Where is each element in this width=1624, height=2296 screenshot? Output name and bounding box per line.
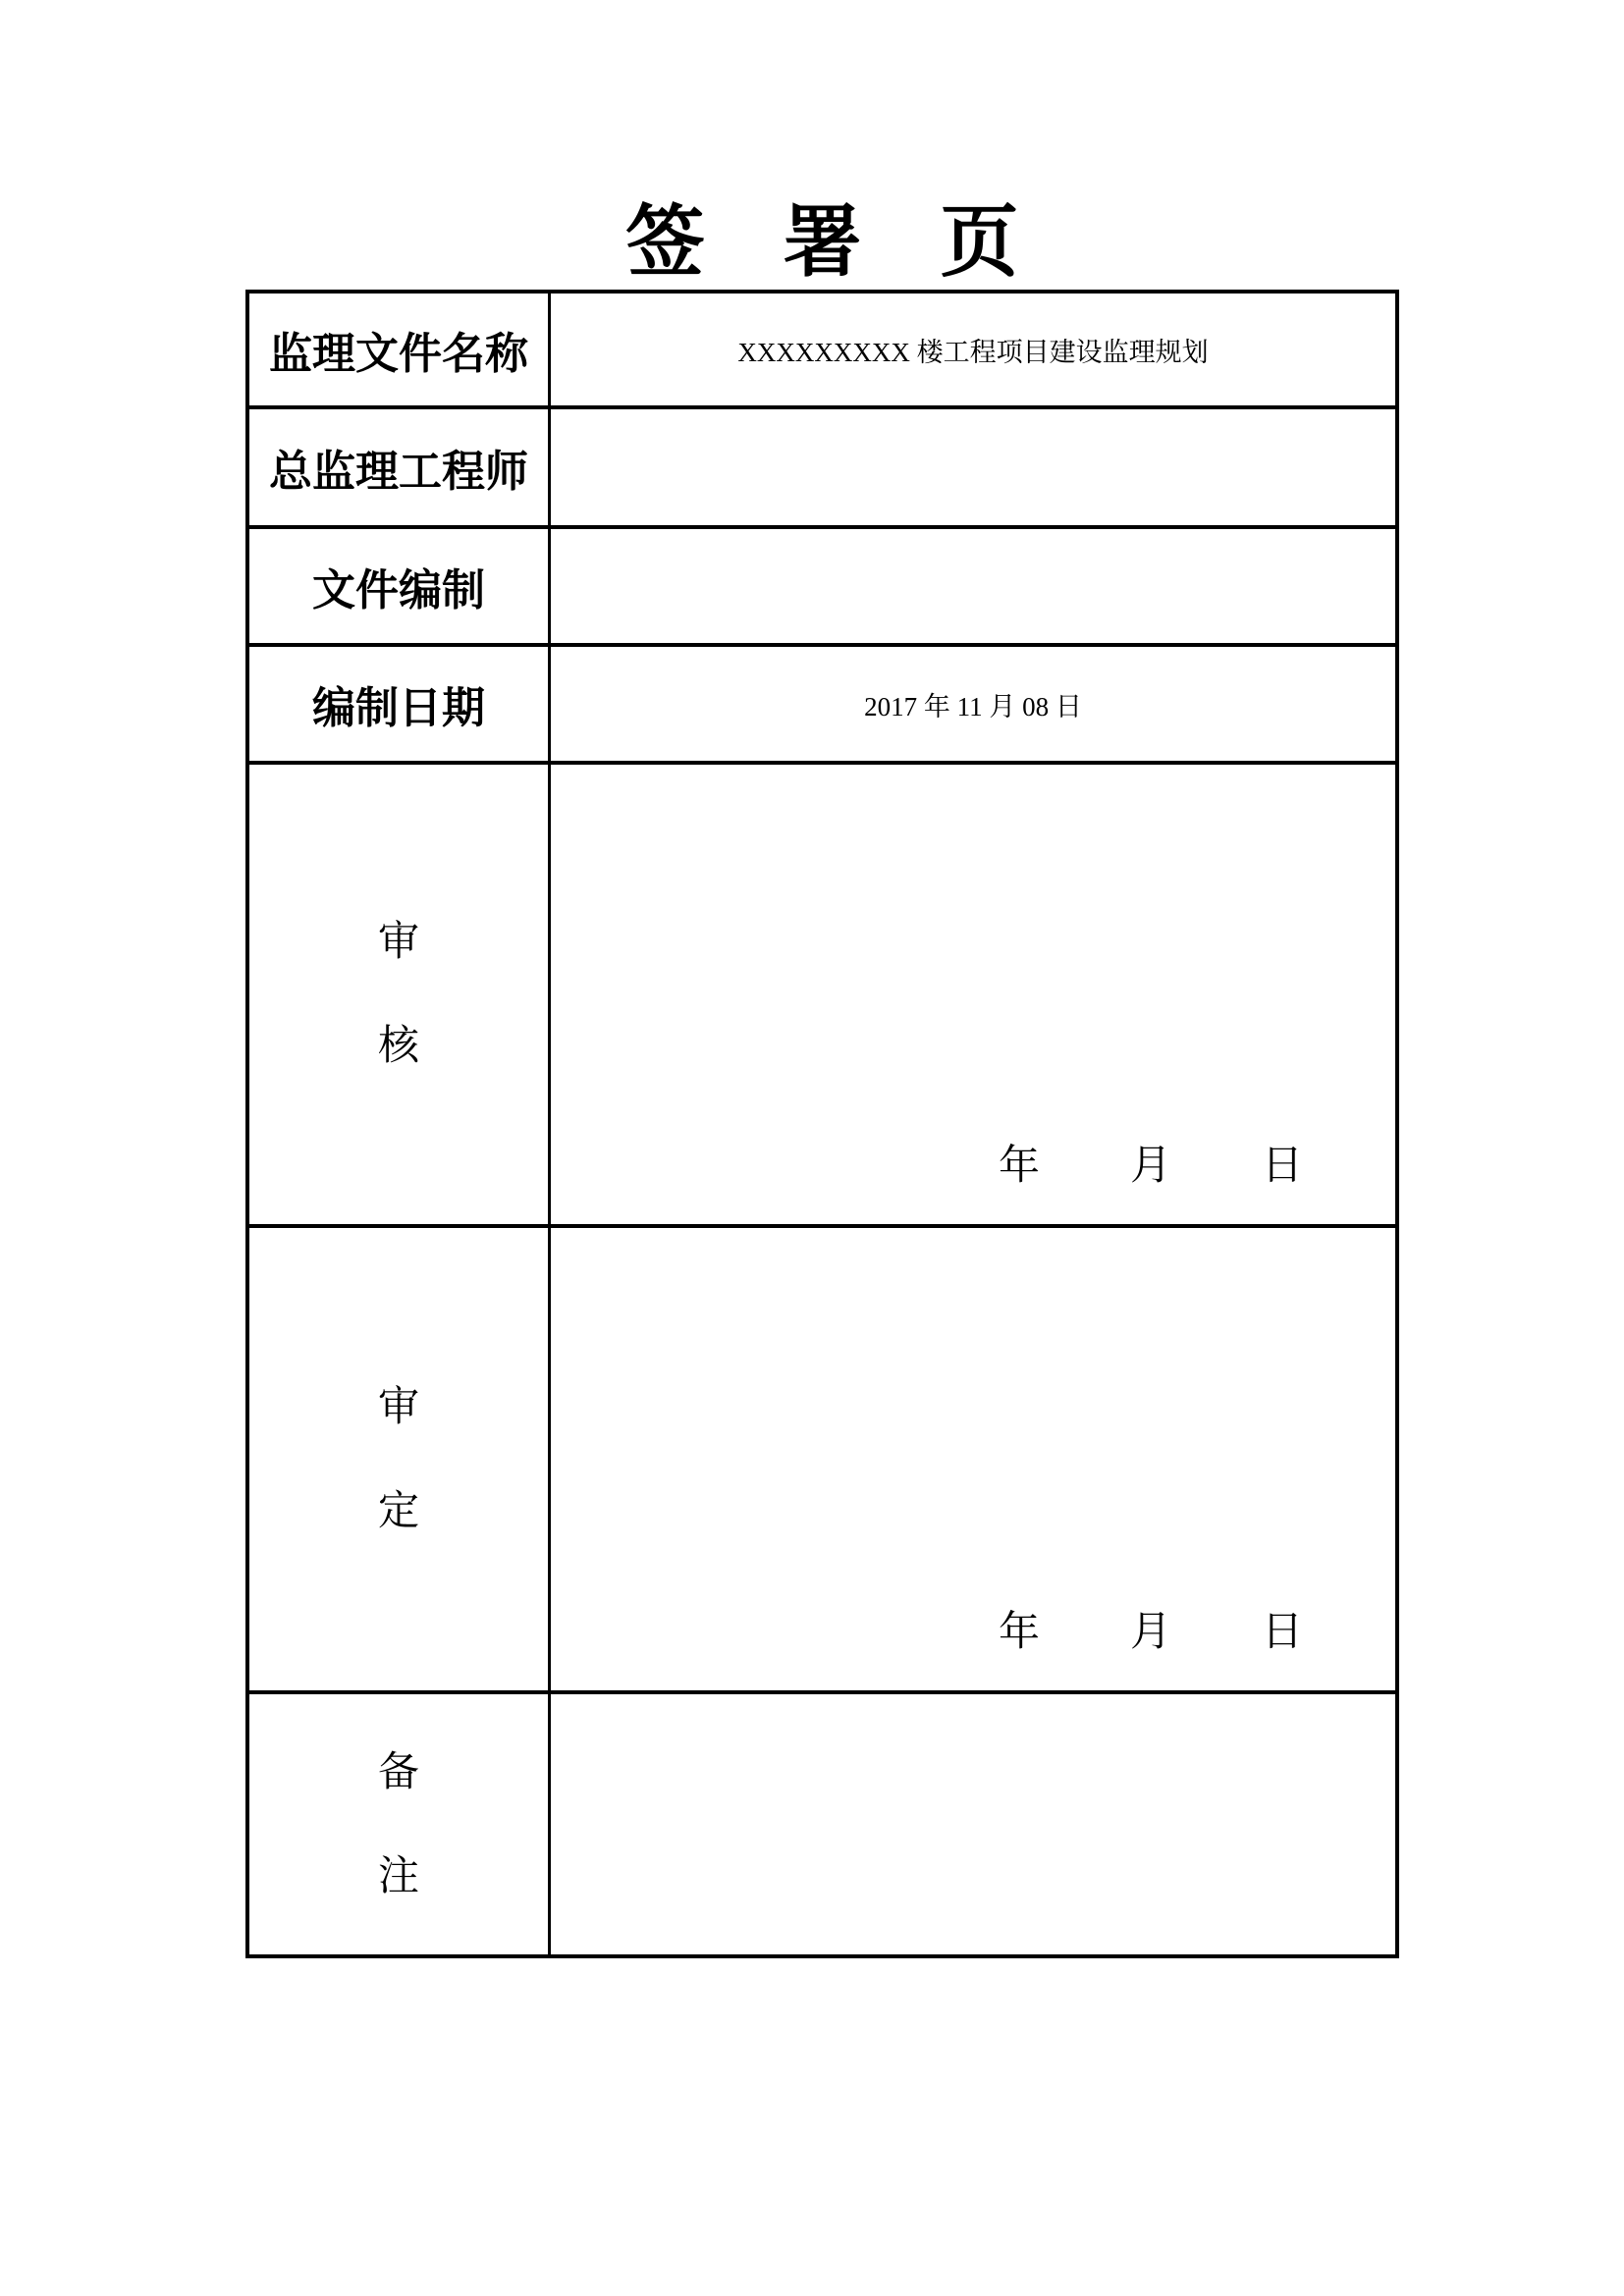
chief-engineer-label-cell [249,409,551,525]
review-signature-cell [551,765,1395,1224]
document-preparation-value-cell [551,529,1395,643]
review-label-char-2: 核 [377,1024,419,1069]
approval-label-char-1: 审 [377,1384,419,1430]
document-name-label: 监理文件名称 [269,330,528,378]
approval-label-char-2: 定 [377,1488,419,1534]
document-name-label-cell [249,294,551,405]
review-month-label: 月 [1129,1144,1171,1189]
table-row-document-preparation [249,529,1395,647]
page-title [245,200,1399,287]
remarks-label-char-1: 备 [377,1749,419,1795]
chief-engineer-value-cell [551,409,1395,525]
chief-engineer-label: 总监理工程师 [269,448,528,496]
review-year-label: 年 [998,1144,1040,1189]
document-preparation-label: 文件编制 [312,566,485,614]
review-day-label: 日 [1261,1144,1303,1189]
remarks-label-char-2: 注 [377,1853,419,1899]
remarks-value-cell [551,1694,1395,1954]
preparation-date-label-cell [249,647,551,761]
review-label-cell [249,765,551,1224]
approval-date-line [999,1612,1303,1653]
table-row-document-name [249,294,1395,409]
table-row-review [249,765,1395,1228]
approval-signature-cell [551,1228,1395,1690]
approval-year-label: 年 [998,1610,1040,1655]
table-row-remarks [249,1694,1395,1954]
review-date-line [999,1146,1303,1187]
approval-day-label: 日 [1261,1610,1303,1655]
page-title-text: 签 署 页 [625,200,1019,287]
table-row-preparation-date [249,647,1395,765]
table-row-chief-engineer [249,409,1395,529]
signature-table [245,290,1399,1958]
approval-label-cell [249,1228,551,1690]
approval-month-label: 月 [1129,1610,1171,1655]
document-name-value-cell [551,294,1395,405]
document-name-value: XXXXXXXXX 楼工程项目建设监理规划 [737,337,1209,367]
preparation-date-value: 2017 年 11 月 08 日 [864,691,1082,721]
preparation-date-value-cell [551,647,1395,761]
table-row-approval [249,1228,1395,1694]
review-label-char-1: 审 [377,920,419,965]
remarks-label-cell [249,1694,551,1954]
document-preparation-label-cell [249,529,551,643]
preparation-date-label: 编制日期 [312,684,485,732]
